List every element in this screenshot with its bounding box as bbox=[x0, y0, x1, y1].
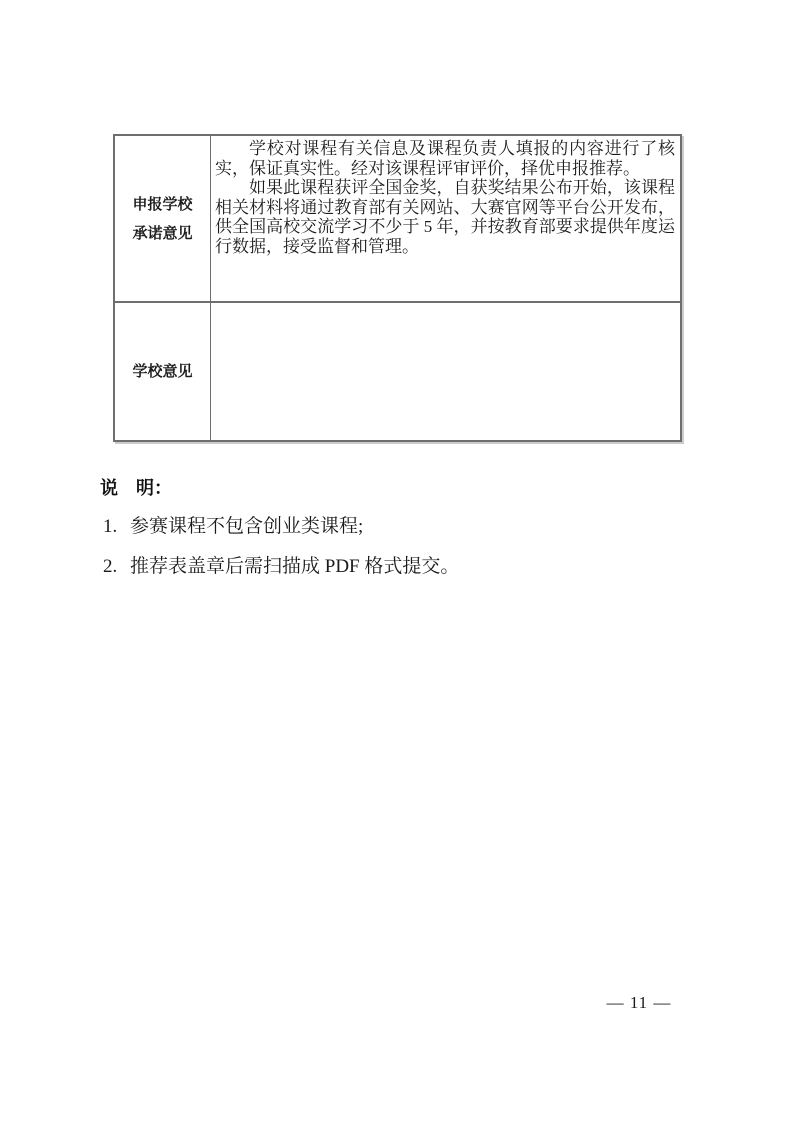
row-label-school-commitment bbox=[115, 136, 211, 303]
school-opinion-cell bbox=[211, 303, 680, 440]
commitment-opinion-cell bbox=[211, 136, 680, 303]
note-item bbox=[100, 555, 620, 579]
row-label-school-opinion bbox=[115, 303, 211, 440]
note-number: 1. bbox=[103, 516, 118, 537]
note-text: 推荐表盖章后需扫描成 PDF 格式提交。 bbox=[130, 556, 460, 577]
row-label-line: 申报学校 bbox=[132, 195, 193, 213]
commitment-opinion-table bbox=[113, 134, 682, 442]
row-label-line: 承诺意见 bbox=[132, 224, 193, 242]
note-item bbox=[100, 515, 620, 539]
cell-paragraph: 如果此课程获评全国金奖，自获奖结果公布开始，该课程相关材料将通过教育部有关网站、大赛官网等平台公开发布，供全国高校交流学习不少于 5 年，并按教育部要求提供年度运行数据，接受监督和管理。 bbox=[215, 178, 675, 256]
note-text: 参赛课程不包含创业类课程; bbox=[130, 516, 364, 537]
row-label-line: 学校意见 bbox=[132, 363, 193, 380]
note-number: 2. bbox=[103, 556, 118, 577]
notes-heading: 说 明： bbox=[100, 478, 172, 498]
page-number: — 11 — bbox=[606, 993, 672, 1012]
notes-section bbox=[100, 477, 620, 579]
cell-paragraph: 学校对课程有关信息及课程负责人填报的内容进行了核实，保证真实性。经对该课程评审评价，择优申报推荐。 bbox=[215, 139, 675, 178]
